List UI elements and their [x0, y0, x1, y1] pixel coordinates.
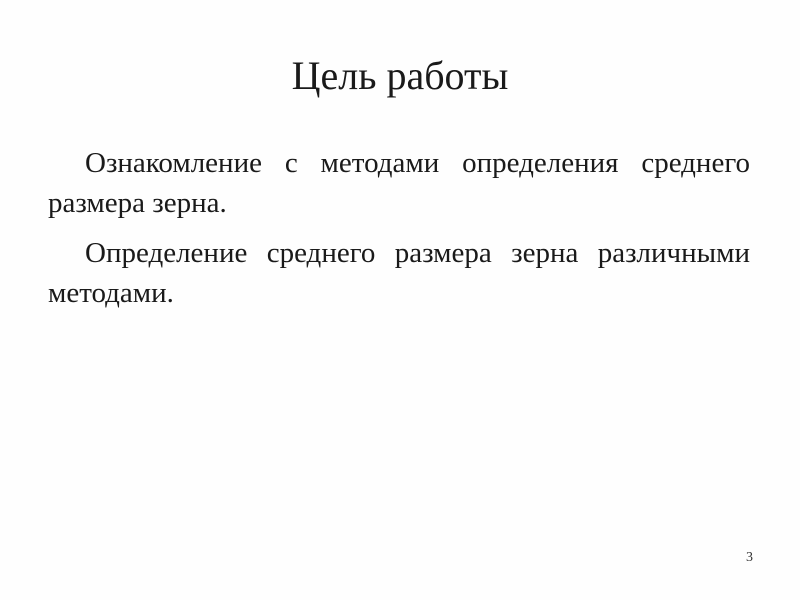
paragraph-determination: Определение среднего размера зерна различными методами.: [48, 237, 750, 309]
slide-body: [48, 143, 750, 323]
paragraph-introduction: Ознакомление с методами определения среднего размера зерна.: [48, 147, 750, 219]
page-number: 3: [746, 550, 753, 565]
slide-title: Цель работы: [291, 53, 509, 98]
